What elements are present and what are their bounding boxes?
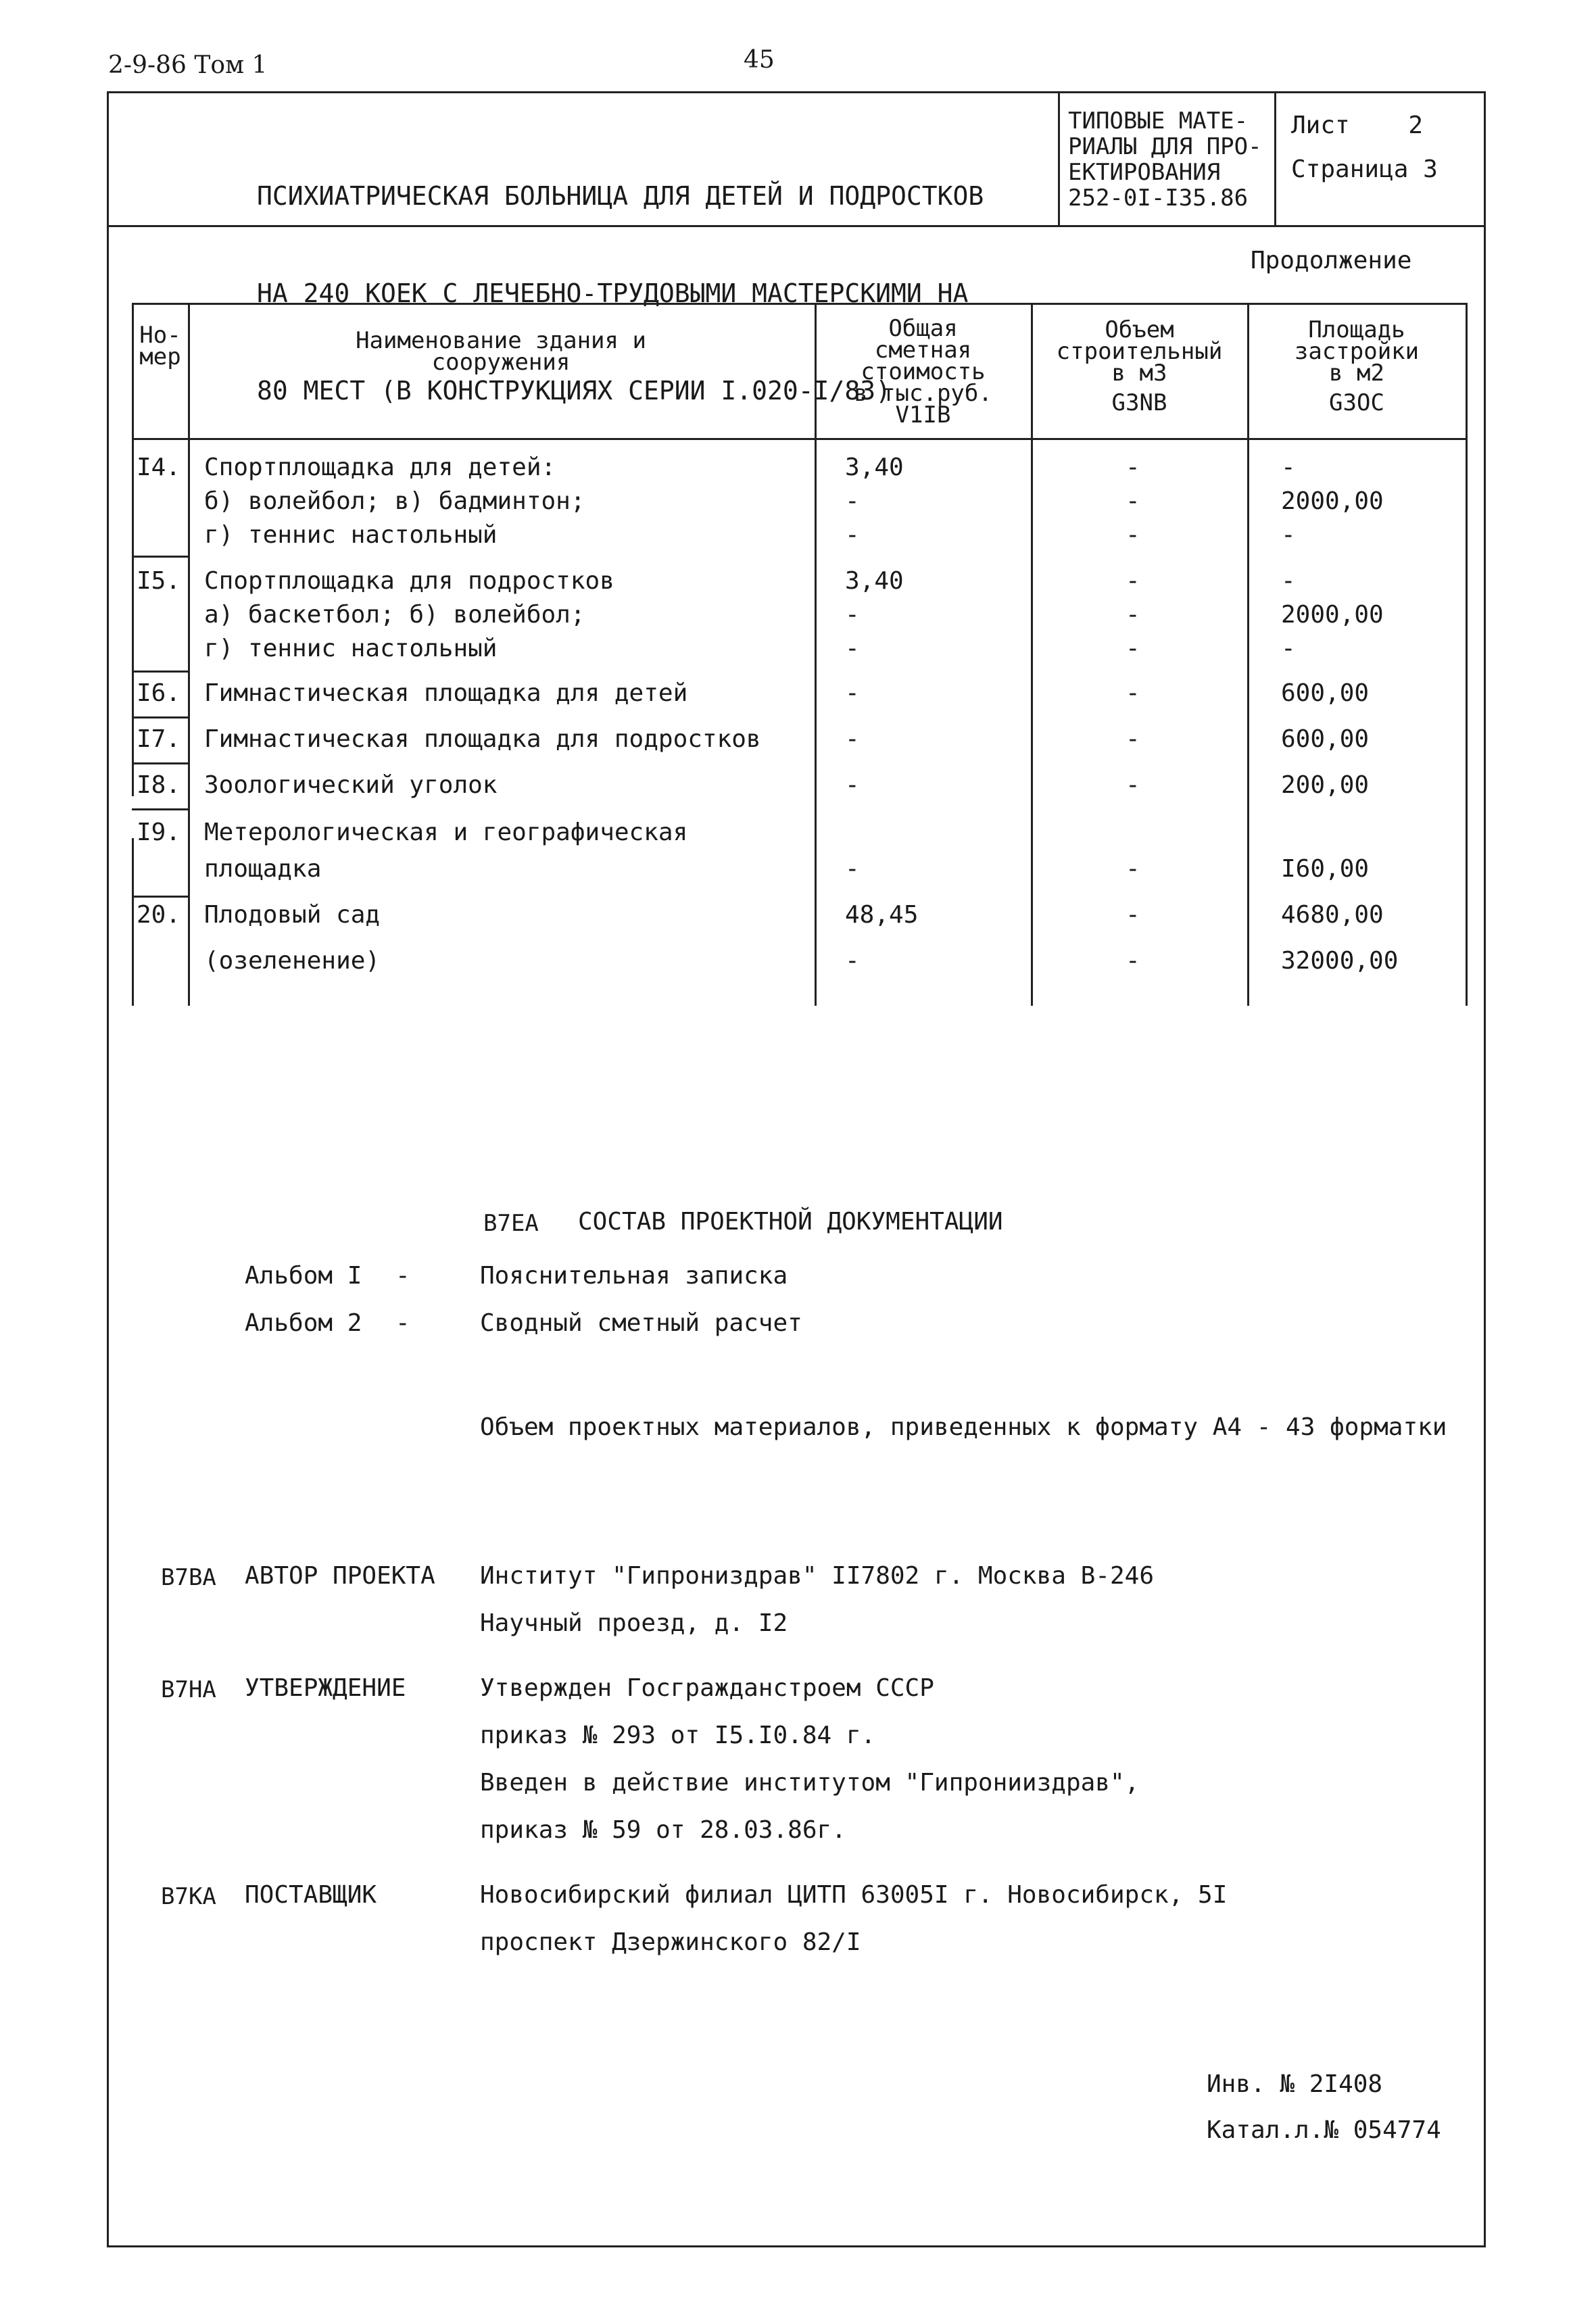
table-top-rule — [132, 303, 1467, 305]
header-text: в м3 — [1111, 360, 1167, 387]
row-cost: - — [845, 947, 860, 975]
album-text: Сводный сметный расчет — [480, 1309, 802, 1337]
row-divider — [132, 896, 188, 898]
row-area: - — [1281, 635, 1296, 662]
row-cost: - — [845, 635, 860, 662]
row-number: I8. — [137, 771, 181, 799]
row-divider — [132, 671, 188, 673]
composition-code: B7EA — [483, 1210, 539, 1237]
section-line: приказ № 59 от 28.03.86г. — [480, 1816, 846, 1844]
row-divider — [132, 762, 188, 764]
section-label: АВТОР ПРОЕКТА — [245, 1562, 435, 1590]
header-cost — [817, 315, 1030, 429]
title-line: 80 МЕСТ (В КОНСТРУКЦИЯХ СЕРИИ I.020-I/83) — [257, 376, 891, 406]
composition-title: СОСТАВ ПРОЕКТНОЙ ДОКУМЕНТАЦИИ — [578, 1208, 1003, 1236]
album-text: Пояснительная записка — [480, 1262, 788, 1290]
row-volume: - — [1126, 725, 1140, 753]
row-volume: - — [1126, 521, 1140, 549]
row-volume: - — [1126, 855, 1140, 883]
row-name: Плодовый сад — [204, 901, 381, 929]
section-code: B7HA — [161, 1676, 216, 1703]
continuation-label: Продолжение — [1251, 247, 1412, 274]
header-volume — [1033, 316, 1246, 416]
series-line: РИАЛЫ ДЛЯ ПРО- — [1068, 133, 1262, 160]
row-area: I60,00 — [1281, 855, 1370, 883]
catalog-number: Катал.л.№ 054774 — [1207, 2116, 1441, 2144]
header-code: G3OC — [1329, 389, 1384, 416]
row-area: 200,00 — [1281, 771, 1370, 799]
title-line: НА 240 КОЕК С ЛЕЧЕБНО-ТРУДОВЫМИ МАСТЕРСКИМИ НА — [257, 278, 969, 308]
row-area: 4680,00 — [1281, 901, 1384, 929]
row-area: - — [1281, 521, 1296, 549]
row-number: I9. — [137, 819, 181, 846]
row-cost: - — [845, 679, 860, 707]
row-area: 32000,00 — [1281, 947, 1399, 975]
album-dash: - — [395, 1262, 410, 1290]
row-number: 20. — [137, 901, 181, 929]
section-line: Утвержден Госгражданстроем СССР — [480, 1674, 934, 1702]
row-name: Метерологическая и географическая — [204, 819, 688, 846]
row-name: а) баскетбол; б) волейбол; — [204, 601, 585, 629]
row-number: I6. — [137, 679, 181, 707]
section-code: B7KA — [161, 1883, 216, 1910]
row-cost: - — [845, 855, 860, 883]
header-text: строительный — [1056, 338, 1223, 365]
row-number: I4. — [137, 454, 181, 481]
series-line: ЕКТИРОВАНИЯ — [1068, 159, 1221, 186]
series-line: 252-0I-I35.86 — [1068, 185, 1249, 212]
row-volume: - — [1126, 454, 1140, 481]
row-volume: - — [1126, 679, 1140, 707]
row-name: Гимнастическая площадка для детей — [204, 679, 688, 707]
row-area: 2000,00 — [1281, 487, 1384, 515]
document-reference: 2-9-86 Том 1 — [108, 51, 268, 79]
album-label: Альбом I — [245, 1262, 362, 1290]
header-text: Общая — [888, 315, 958, 342]
section-code: B7BA — [161, 1564, 216, 1591]
header-number — [134, 324, 187, 368]
row-name: Зоологический уголок — [204, 771, 498, 799]
header-text: Площадь — [1308, 316, 1405, 343]
row-volume: - — [1126, 601, 1140, 629]
series-designation — [1068, 108, 1262, 211]
row-area: 600,00 — [1281, 725, 1370, 753]
row-cost: 3,40 — [845, 567, 904, 595]
row-area: - — [1281, 567, 1296, 595]
row-divider — [132, 808, 188, 810]
row-cost: - — [845, 771, 860, 799]
row-area: 2000,00 — [1281, 601, 1384, 629]
section-line: Институт "Гипрониздрав" II7802 г. Москва В-246 — [480, 1562, 1154, 1590]
row-volume: - — [1126, 567, 1140, 595]
table-col-divider — [188, 303, 190, 1006]
header-text: Но- — [139, 322, 181, 349]
header-name — [190, 327, 812, 376]
row-volume: - — [1126, 947, 1140, 975]
table-left-border — [132, 838, 134, 1006]
row-number: I5. — [137, 567, 181, 595]
header-text: V1IB — [895, 401, 951, 429]
row-area: 600,00 — [1281, 679, 1370, 707]
row-cost: - — [845, 601, 860, 629]
table-right-border — [1466, 303, 1468, 1006]
sheet-label: Лист 2 — [1291, 112, 1424, 139]
album-label: Альбом 2 — [245, 1309, 362, 1337]
section-line: приказ № 293 от I5.I0.84 г. — [480, 1722, 876, 1749]
row-name: г) теннис настольный — [204, 635, 498, 662]
row-area: - — [1281, 454, 1296, 481]
row-name: г) теннис настольный — [204, 521, 498, 549]
row-volume: - — [1126, 901, 1140, 929]
page-number: 45 — [744, 46, 775, 74]
row-cost: - — [845, 521, 860, 549]
row-name: б) волейбол; в) бадминтон; — [204, 487, 585, 515]
header-text: Объем — [1105, 316, 1174, 343]
header-text: застройки — [1294, 338, 1420, 365]
section-label: ПОСТАВЩИК — [245, 1881, 377, 1909]
row-cost: - — [845, 487, 860, 515]
header-text: в тыс.руб. — [854, 380, 992, 407]
volume-note: Объем проектных материалов, приведенных к формату А4 - 43 форматки — [480, 1413, 1447, 1441]
row-name: Спортплощадка для подростков — [204, 567, 614, 595]
row-number: I7. — [137, 725, 181, 753]
inventory-number: Инв. № 2I408 — [1207, 2070, 1383, 2098]
header-text: Наименование здания и — [356, 327, 646, 354]
row-cost: - — [845, 725, 860, 753]
section-line: Введен в действие институтом "Гипронииздрав", — [480, 1769, 1140, 1797]
table-header-rule — [132, 438, 1467, 440]
page-label: Страница 3 — [1291, 155, 1438, 183]
title-line: ПСИХИАТРИЧЕСКАЯ БОЛЬНИЦА ДЛЯ ДЕТЕЙ И ПОДРОСТКОВ — [257, 181, 984, 211]
header-text: сооружения — [431, 349, 571, 376]
table-left-border — [132, 303, 134, 796]
section-label: УТВЕРЖДЕНИЕ — [245, 1674, 406, 1702]
row-cost: 48,45 — [845, 901, 919, 929]
header-code: G3NB — [1111, 389, 1167, 416]
section-line: Научный проезд, д. I2 — [480, 1609, 788, 1637]
header-divider — [1058, 91, 1060, 226]
header-divider — [1274, 91, 1276, 226]
row-cost: 3,40 — [845, 454, 904, 481]
header-text: мер — [139, 343, 181, 370]
row-name: (озеленение) — [204, 947, 381, 975]
row-divider — [132, 556, 188, 558]
row-volume: - — [1126, 635, 1140, 662]
row-name: Гимнастическая площадка для подростков — [204, 725, 761, 753]
section-line: Новосибирский филиал ЦИТП 63005I г. Новосибирск, 5I — [480, 1881, 1228, 1909]
section-line: проспект Дзержинского 82/I — [480, 1928, 861, 1956]
series-line: ТИПОВЫЕ МАТЕ- — [1068, 107, 1249, 135]
header-text: стоимость — [861, 358, 986, 385]
header-area — [1249, 316, 1464, 416]
row-name: площадка — [204, 855, 322, 883]
header-text: сметная — [874, 337, 972, 364]
header-text: в м2 — [1329, 360, 1384, 387]
row-volume: - — [1126, 771, 1140, 799]
row-name: Спортплощадка для детей: — [204, 454, 556, 481]
row-volume: - — [1126, 487, 1140, 515]
album-dash: - — [395, 1309, 410, 1337]
row-divider — [132, 716, 188, 718]
